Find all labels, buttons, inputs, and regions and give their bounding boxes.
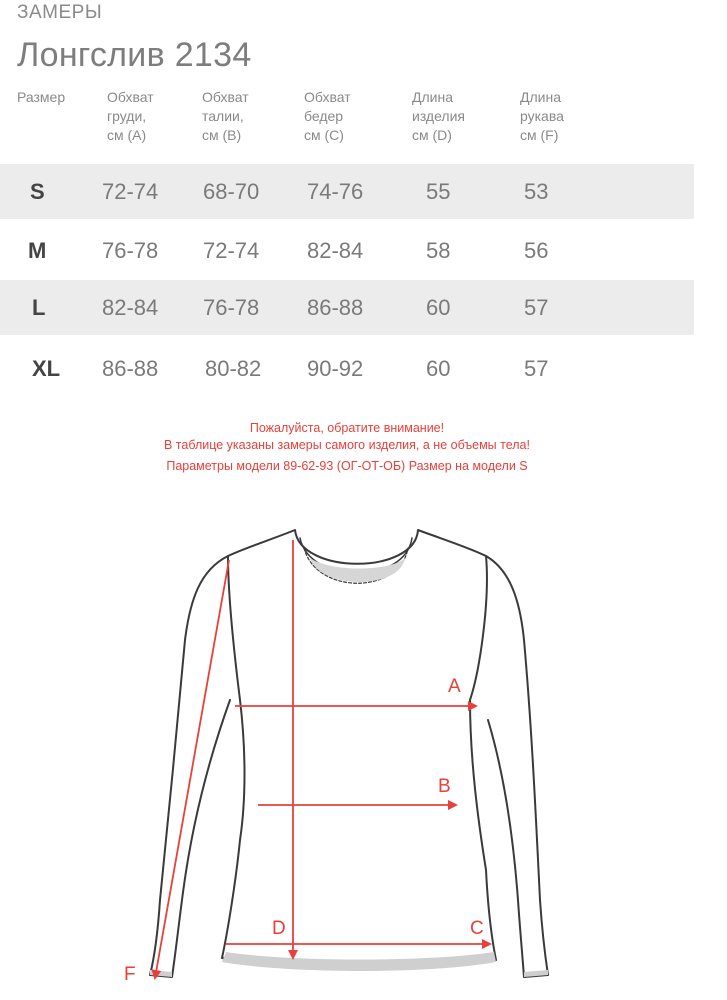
header-waist: Обхват талии, см (В) bbox=[202, 89, 249, 143]
sleeve-cell: 56 bbox=[524, 238, 549, 263]
label-f: F bbox=[124, 964, 136, 985]
label-a: A bbox=[448, 676, 461, 697]
chest-cell: 72-74 bbox=[102, 179, 159, 204]
table-row bbox=[0, 164, 694, 219]
header-hips: Обхват бедер см (С) bbox=[304, 89, 351, 143]
label-b: B bbox=[438, 776, 451, 797]
header-length: Длина изделия см (D) bbox=[412, 89, 465, 143]
header-chest: Обхват груди, см (А) bbox=[107, 89, 154, 143]
length-cell: 58 bbox=[426, 238, 451, 263]
hips-cell: 74-76 bbox=[307, 179, 364, 204]
header-sleeve: Длина рукава см (F) bbox=[520, 89, 564, 143]
sleeve-cell: 57 bbox=[524, 295, 549, 320]
waist-cell: 72-74 bbox=[203, 238, 260, 263]
hips-cell: 82-84 bbox=[307, 238, 364, 263]
chest-cell: 76-78 bbox=[102, 238, 159, 263]
waist-cell: 80-82 bbox=[205, 356, 262, 381]
table-row bbox=[0, 341, 694, 396]
size-cell: L bbox=[32, 295, 46, 320]
longsleeve-diagram bbox=[0, 500, 727, 1000]
section-label: ЗАМЕРЫ bbox=[17, 2, 103, 23]
hips-cell: 90-92 bbox=[307, 356, 364, 381]
size-cell: S bbox=[30, 179, 45, 204]
hips-cell: 86-88 bbox=[307, 295, 364, 320]
notice-line: Параметры модели 89-62-93 (ОГ-ОТ-ОБ) Размер на модели S bbox=[166, 459, 528, 473]
product-title: Лонгслив 2134 bbox=[17, 36, 252, 74]
length-cell: 55 bbox=[426, 179, 451, 204]
table-row bbox=[0, 280, 694, 335]
notice-line: В таблице указаны замеры самого изделия, а не объемы тела! bbox=[164, 438, 530, 452]
arrow-f bbox=[155, 560, 229, 978]
table-row bbox=[0, 223, 694, 278]
size-table-header bbox=[0, 88, 727, 158]
header-size: Размер bbox=[17, 89, 66, 105]
label-d: D bbox=[272, 918, 286, 939]
garment-outline bbox=[150, 530, 548, 977]
sleeve-cell: 57 bbox=[524, 356, 549, 381]
chest-cell: 86-88 bbox=[102, 356, 159, 381]
sleeve-cell: 53 bbox=[524, 179, 549, 204]
length-cell: 60 bbox=[426, 295, 451, 320]
size-cell: M bbox=[28, 238, 47, 263]
length-cell: 60 bbox=[426, 356, 451, 381]
label-c: C bbox=[470, 918, 484, 939]
notice-line: Пожалуйста, обратите внимание! bbox=[249, 421, 445, 435]
size-cell: XL bbox=[32, 356, 61, 381]
chest-cell: 82-84 bbox=[102, 295, 159, 320]
waist-cell: 76-78 bbox=[203, 295, 260, 320]
waist-cell: 68-70 bbox=[203, 179, 260, 204]
